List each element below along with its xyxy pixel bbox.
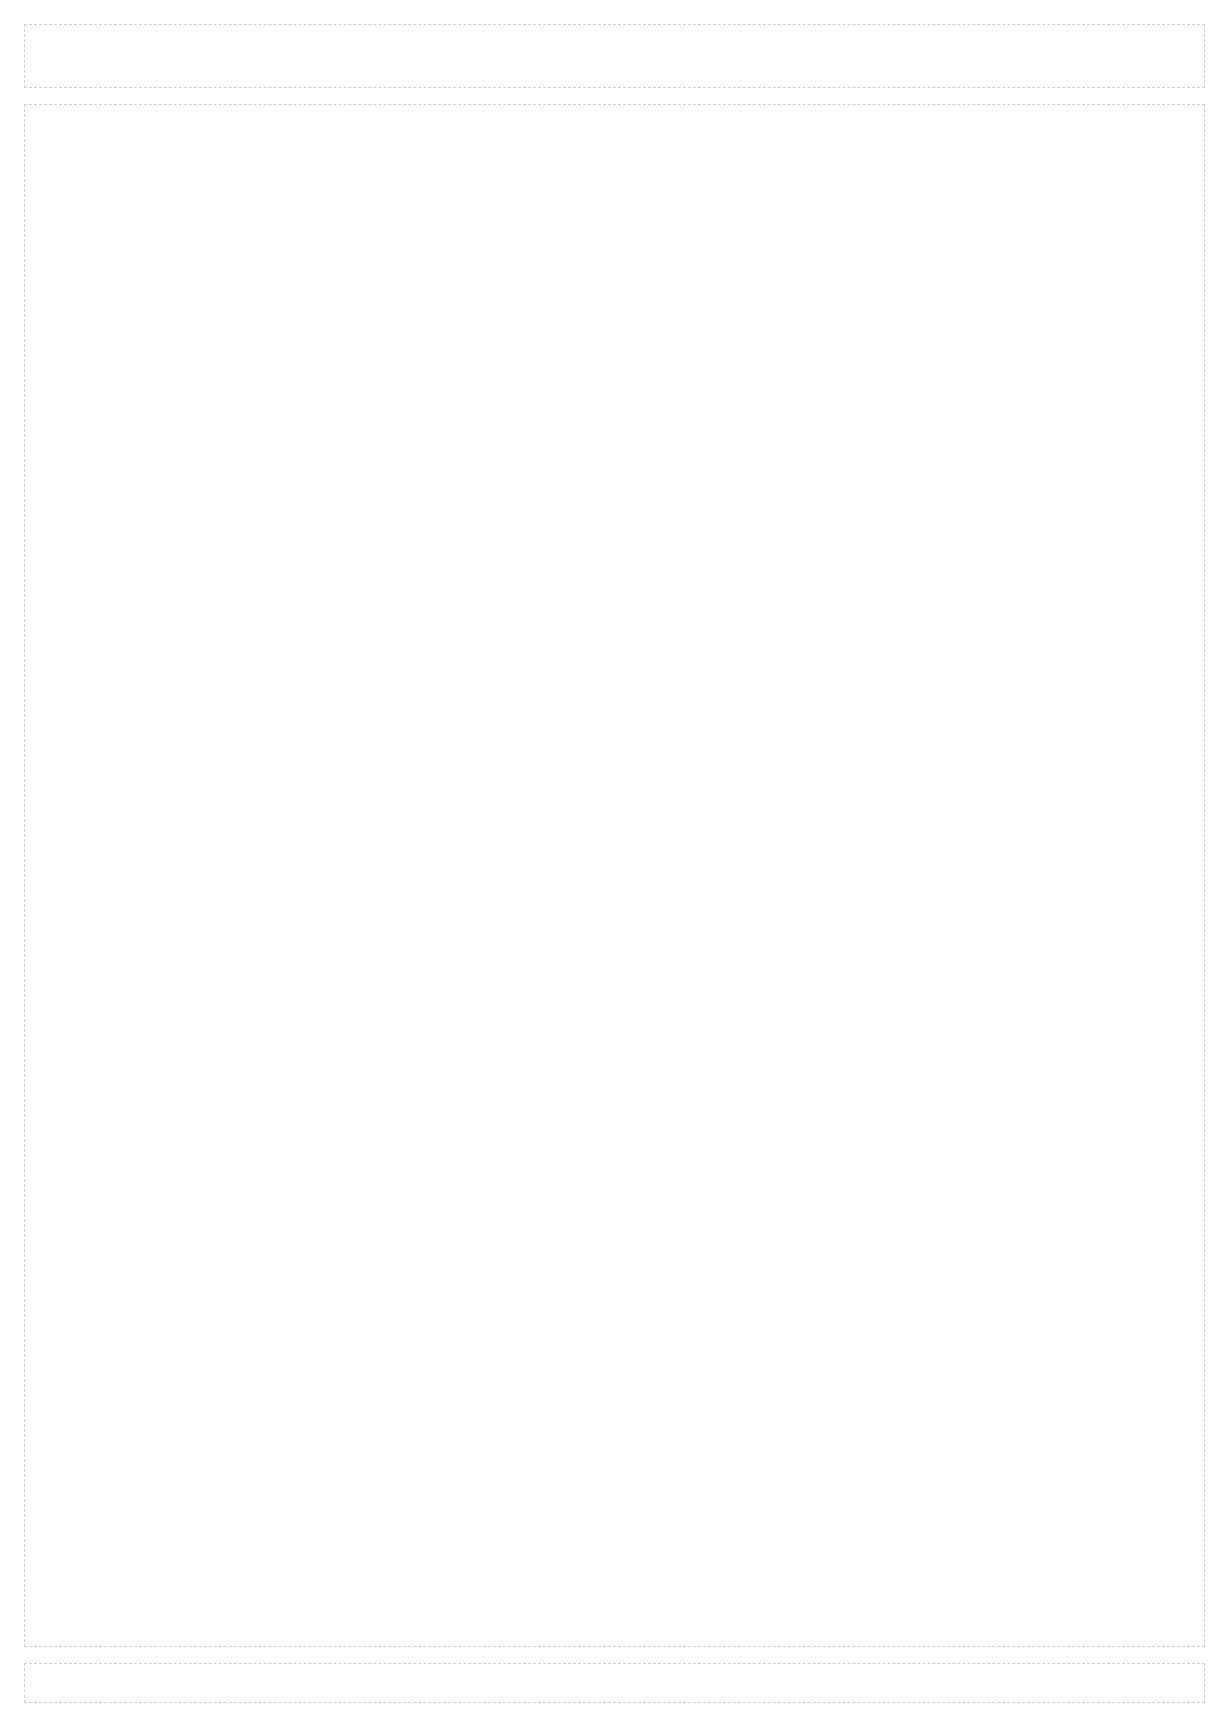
page-header [24,24,1205,88]
content-line [41,121,1188,137]
page-footer [24,1663,1205,1703]
main-content [24,104,1205,1647]
footer-text [41,1672,1188,1688]
page-title [41,41,1188,57]
content-line [41,153,1188,169]
content-line [41,137,1188,153]
